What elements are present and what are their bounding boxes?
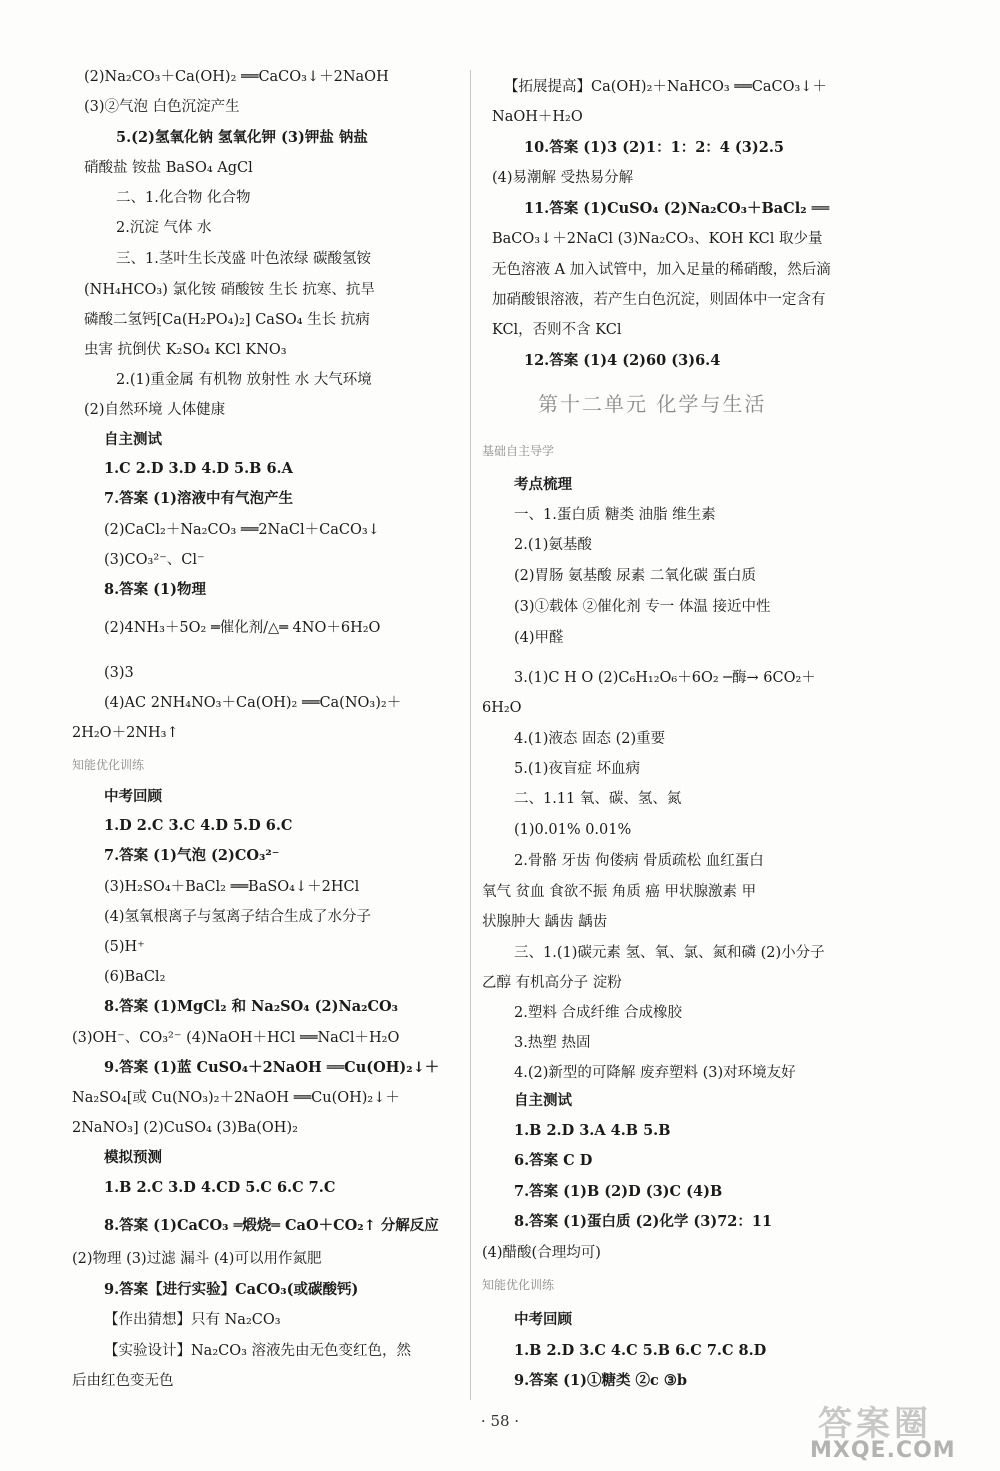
answer-line: (3)3 [104, 665, 134, 681]
answer-line: 9.答案【进行实验】CaCO₃(或碳酸钙) [104, 1281, 359, 1298]
answer-line: KCl，否则不含 KCl [492, 322, 622, 338]
page-number: · 58 · [480, 1412, 520, 1430]
answer-line: 2NaNO₃] (2)CuSO₄ (3)Ba(OH)₂ [72, 1120, 298, 1136]
answer-line: 乙醇 有机高分子 淀粉 [482, 975, 622, 991]
answer-line: 【实验设计】Na₂CO₃ 溶液先由无色变红色，然 [104, 1343, 412, 1359]
answer-line: 2.(1)重金属 有机物 放射性 水 大气环境 [116, 372, 372, 388]
answer-line: 状腺肿大 龋齿 龋齿 [482, 914, 608, 930]
answer-line: 【作出猜想】只有 Na₂CO₃ [104, 1312, 281, 1328]
answer-line: (4)甲醛 [514, 630, 564, 646]
answer-line: 4.(2)新型的可降解 废弃塑料 (3)对环境友好 [514, 1065, 796, 1081]
answer-line: 虫害 抗倒伏 K₂SO₄ KCl KNO₃ [84, 342, 287, 358]
answer-line: 无色溶液 A 加入试管中，加入足量的稀硝酸，然后滴 [492, 262, 831, 278]
answer-line: (6)BaCl₂ [104, 969, 166, 985]
answer-line: 二、1.化合物 化合物 [116, 190, 251, 206]
answer-line: (4)氢氧根离子与氢离子结合生成了水分子 [104, 909, 372, 925]
answer-line: (3)①载体 ②催化剂 专一 体温 接近中性 [514, 599, 771, 615]
answer-line: 9.答案 (1)①糖类 ②c ③b [514, 1372, 688, 1389]
answer-line: 自主测试 [104, 431, 162, 448]
answer-line: 2.(1)氨基酸 [514, 537, 592, 553]
answer-line: 8.答案 (1)蛋白质 (2)化学 (3)72：11 [514, 1213, 773, 1230]
answer-line: NaOH＋H₂O [492, 109, 583, 125]
answer-line: 8.答案 (1)MgCl₂ 和 Na₂SO₄ (2)Na₂CO₃ [104, 998, 399, 1015]
answer-line: 3.热塑 热固 [514, 1035, 591, 1051]
answer-line: BaCO₃↓＋2NaCl (3)Na₂CO₃、KOH KCl 取少量 [492, 231, 823, 247]
answer-line: 二、1.11 氧、碳、氢、氮 [514, 791, 682, 807]
answer-line: 1.D 2.C 3.C 4.D 5.D 6.C [104, 817, 293, 834]
answer-line: 硝酸盐 铵盐 BaSO₄ AgCl [84, 160, 253, 176]
answer-line: 11.答案 (1)CuSO₄ (2)Na₂CO₃＋BaCl₂ ══ [524, 200, 830, 217]
answer-line: (2)物理 (3)过滤 漏斗 (4)可以用作氮肥 [72, 1251, 322, 1267]
answer-line: 1.B 2.C 3.D 4.CD 5.C 6.C 7.C [104, 1179, 336, 1196]
answer-line: 2H₂O＋2NH₃↑ [72, 725, 179, 741]
answer-line: 自主测试 [514, 1092, 572, 1109]
section-label: 知能优化训练 [72, 758, 145, 772]
answer-line: 模拟预测 [104, 1149, 162, 1166]
answer-line: (2)4NH₃＋5O₂ ═催化剂/△═ 4NO＋6H₂O [104, 620, 381, 636]
answer-line: 【拓展提高】Ca(OH)₂＋NaHCO₃ ══CaCO₃↓＋ [504, 79, 827, 95]
answer-line: (NH₄HCO₃) 氯化铵 硝酸铵 生长 抗寒、抗旱 [84, 282, 375, 298]
answer-line: 6H₂O [482, 700, 522, 716]
section-label: 知能优化训练 [482, 1278, 555, 1292]
answer-line: 7.答案 (1)B (2)D (3)C (4)B [514, 1183, 723, 1200]
answer-line: 4.(1)液态 固态 (2)重要 [514, 731, 666, 747]
answer-line: 8.答案 (1)CaCO₃ ═煅烧═ CaO＋CO₂↑ 分解反应 [104, 1217, 439, 1234]
answer-line: 5.(1)夜盲症 坏血病 [514, 761, 640, 777]
watermark-logo-text: 答案圈 [818, 1404, 932, 1444]
answer-line: (2)胃肠 氨基酸 尿素 二氧化碳 蛋白质 [514, 568, 756, 584]
answer-line: (4)易潮解 受热易分解 [492, 170, 634, 186]
unit-title: 第十二单元 化学与生活 [538, 392, 767, 416]
answer-line: 1.B 2.D 3.C 4.C 5.B 6.C 7.C 8.D [514, 1342, 767, 1359]
answer-line: (2)CaCl₂＋Na₂CO₃ ══2NaCl＋CaCO₃↓ [104, 522, 380, 538]
answer-line: (1)0.01% 0.01% [514, 822, 632, 838]
answer-line: 氧气 贫血 食欲不振 角质 癌 甲状腺激素 甲 [482, 884, 757, 900]
answer-line: 10.答案 (1)3 (2)1：1：2：4 (3)2.5 [524, 139, 784, 156]
answer-line: 2.塑料 合成纤维 合成橡胶 [514, 1005, 683, 1021]
answer-line: (3)H₂SO₄＋BaCl₂ ══BaSO₄↓＋2HCl [104, 879, 360, 895]
answer-line: 3.(1)C H O (2)C₆H₁₂O₆＋6O₂ ─酶→ 6CO₂＋ [514, 670, 816, 686]
column-divider [470, 70, 471, 1400]
section-label: 基础自主导学 [482, 444, 555, 458]
answer-line: (3)OH⁻、CO₃²⁻ (4)NaOH＋HCl ══NaCl＋H₂O [72, 1030, 400, 1046]
answer-line: (4)AC 2NH₄NO₃＋Ca(OH)₂ ══Ca(NO₃)₂＋ [104, 695, 402, 711]
answer-line: 12.答案 (1)4 (2)60 (3)6.4 [524, 352, 721, 369]
answer-line: 7.答案 (1)气泡 (2)CO₃²⁻ [104, 847, 280, 864]
answer-line: 1.C 2.D 3.D 4.D 5.B 6.A [104, 460, 293, 477]
answer-line: 后由红色变无色 [72, 1373, 174, 1389]
answer-line: 6.答案 C D [514, 1152, 593, 1169]
answer-line: 8.答案 (1)物理 [104, 581, 206, 598]
answer-line: 中考回顾 [514, 1311, 572, 1328]
answer-line: 7.答案 (1)溶液中有气泡产生 [104, 490, 293, 507]
answer-line: (4)醋酸(合理均可) [482, 1245, 601, 1261]
answer-line: 加硝酸银溶液，若产生白色沉淀，则固体中一定含有 [492, 292, 826, 308]
answer-line: 三、1.茎叶生长茂盛 叶色浓绿 碳酸氢铵 [116, 251, 372, 267]
watermark-url: MXQE.COM [810, 1438, 956, 1463]
answer-line: Na₂SO₄[或 Cu(NO₃)₂＋2NaOH ══Cu(OH)₂↓＋ [72, 1090, 400, 1106]
answer-line: (3)CO₃²⁻、Cl⁻ [104, 552, 205, 568]
answer-line: (2)自然环境 人体健康 [84, 402, 226, 418]
answer-line: 1.B 2.D 3.A 4.B 5.B [514, 1122, 671, 1139]
answer-line: (2)Na₂CO₃＋Ca(OH)₂ ══CaCO₃↓＋2NaOH [84, 69, 389, 85]
answer-line: (3)②气泡 白色沉淀产生 [84, 99, 240, 115]
answer-line: 中考回顾 [104, 788, 162, 805]
answer-line: 考点梳理 [514, 476, 572, 493]
answer-line: 5.(2)氢氧化钠 氢氧化钾 (3)钾盐 钠盐 [116, 129, 368, 146]
answer-line: 一、1.蛋白质 糖类 油脂 维生素 [514, 507, 716, 523]
answer-line: 三、1.(1)碳元素 氢、氧、氯、氮和磷 (2)小分子 [514, 945, 825, 961]
answer-line: 9.答案 (1)蓝 CuSO₄＋2NaOH ══Cu(OH)₂↓＋ [104, 1059, 440, 1076]
answer-line: 2.沉淀 气体 水 [116, 220, 212, 236]
answer-line: 磷酸二氢钙[Ca(H₂PO₄)₂] CaSO₄ 生长 抗病 [84, 312, 370, 328]
answer-line: 2.骨骼 牙齿 佝偻病 骨质疏松 血红蛋白 [514, 853, 764, 869]
answer-line: (5)H⁺ [104, 939, 145, 955]
